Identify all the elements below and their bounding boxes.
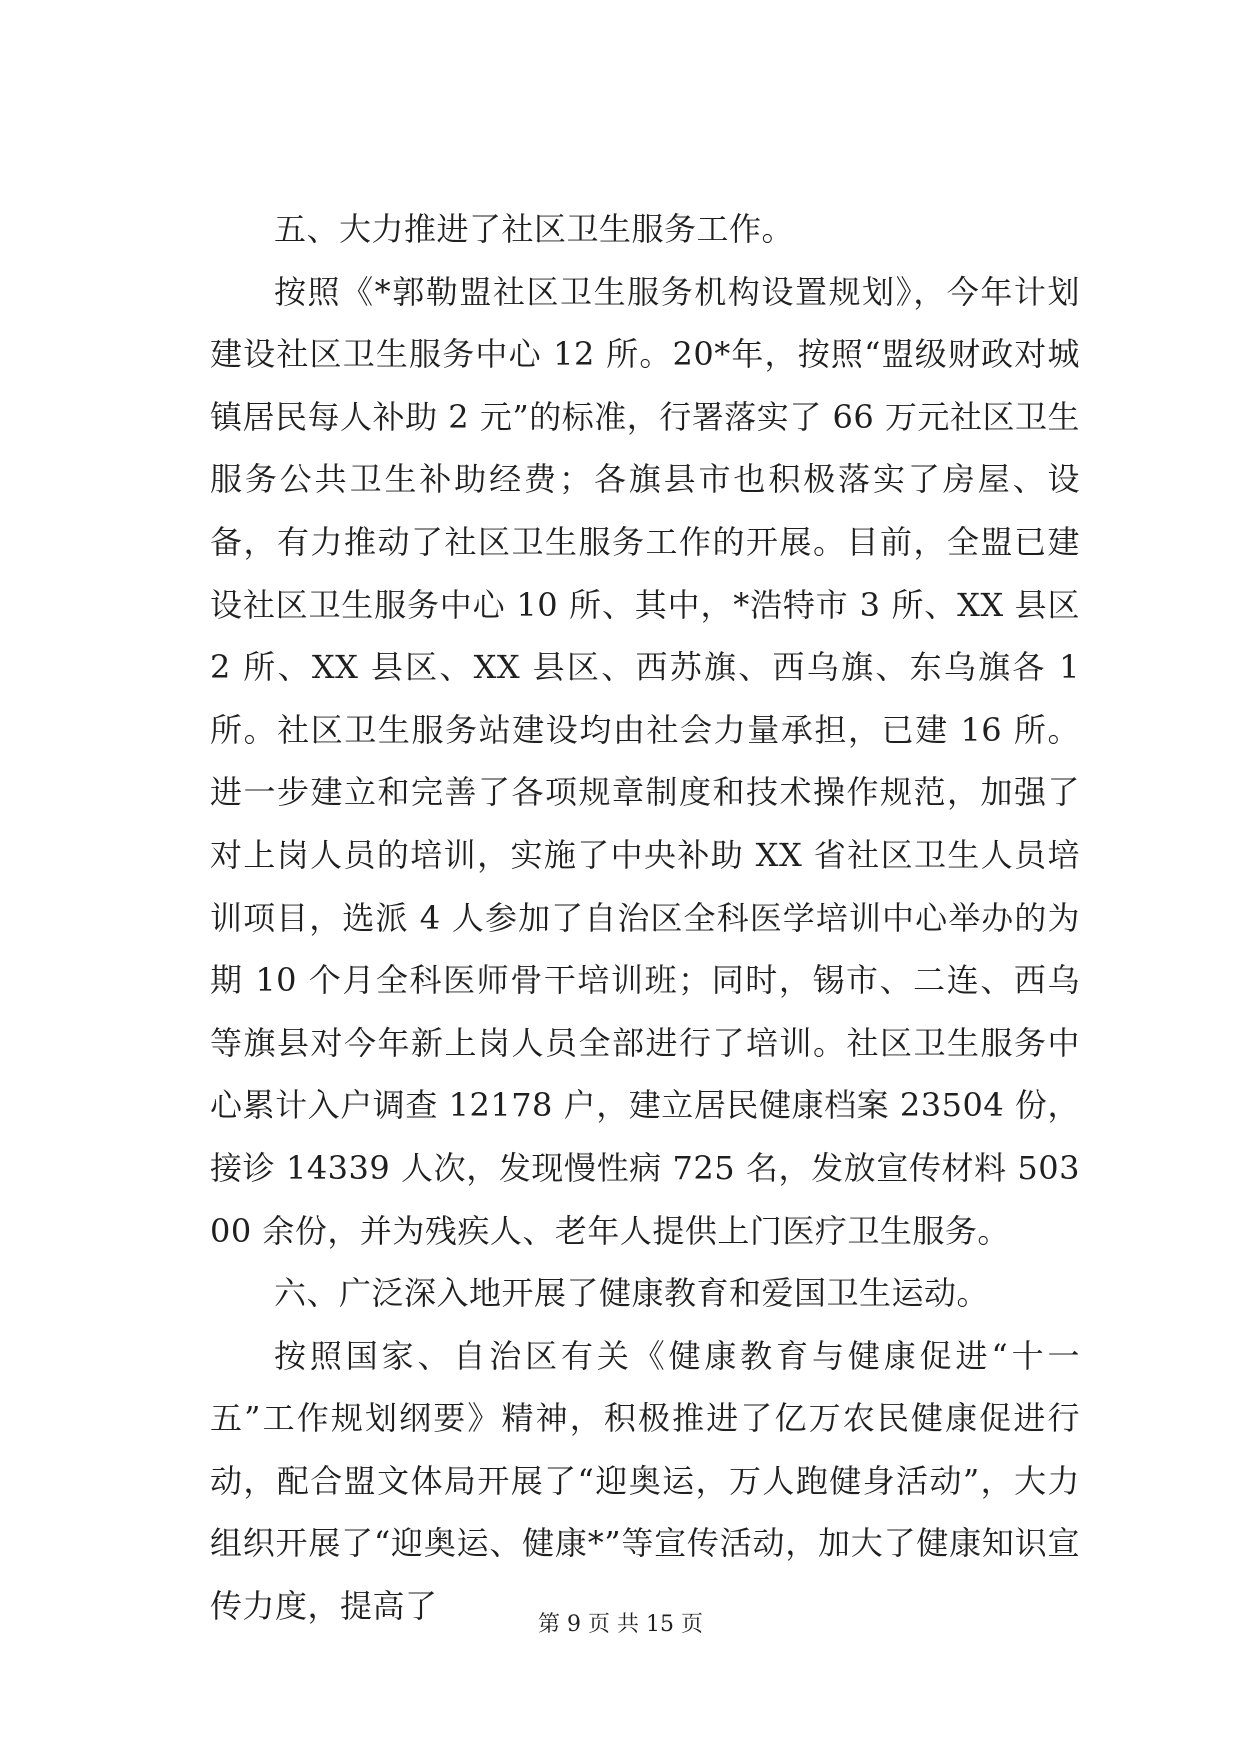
paragraph-community-health: 按照《*郭勒盟社区卫生服务机构设置规划》，今年计划建设社区卫生服务中心 12 所。20*年，按照“盟级财政对城镇居民每人补助 2 元”的标准，行署落实了 66 万元社区卫生服务公共卫生补助经费；各旗县市也积极落实了房屋、设备，有力推动了社区卫生服务工作的开展。目前，全盟已建设社区卫生服务中心 10 所、其中，*浩特市 3 所、XX 县区 2 所、XX 县区、XX 县区、西苏旗、西乌旗、东乌旗各 1 所。社区卫生服务站建设均由社会力量承担，已建 16 所。进一步建立和完善了各项规章制度和技术操作规范，加强了对上岗人员的培训，实施了中央补助 XX 省社区卫生人员培训项目，选派 4 人参加了自治区全科医学培训中心举办的为期 10 个月全科医师骨干培训班；同时，锡市、二连、西乌等旗县对今年新上岗人员全部进行了培训。社区卫生服务中心累计入户调查 12178 户，建立居民健康档案 23504 份，接诊 14339 人次，发现慢性病 725 名，发放宣传材料 50300 余份，并为残疾人、老年人提供上门医疗卫生服务。: [210, 272, 1080, 1250]
section-heading-health-education: 六、广泛深入地开展了健康教育和爱国卫生运动。: [274, 1274, 990, 1313]
section-heading-community-health: 五、大力推进了社区卫生服务工作。: [274, 210, 795, 248]
document-body: [210, 198, 1080, 1638]
paragraph-health-education: 按照国家、自治区有关《健康教育与健康促进“十一五”工作规划纲要》精神，积极推进了亿万农民健康促进行动，配合盟文体局开展了“迎奥运，万人跑健身活动”，大力组织开展了“迎奥运、健康*”等宣传活动，加大了健康知识宣传力度，提高了: [210, 1336, 1080, 1626]
page-number-footer: 第 9 页 共 15 页: [538, 1612, 703, 1637]
